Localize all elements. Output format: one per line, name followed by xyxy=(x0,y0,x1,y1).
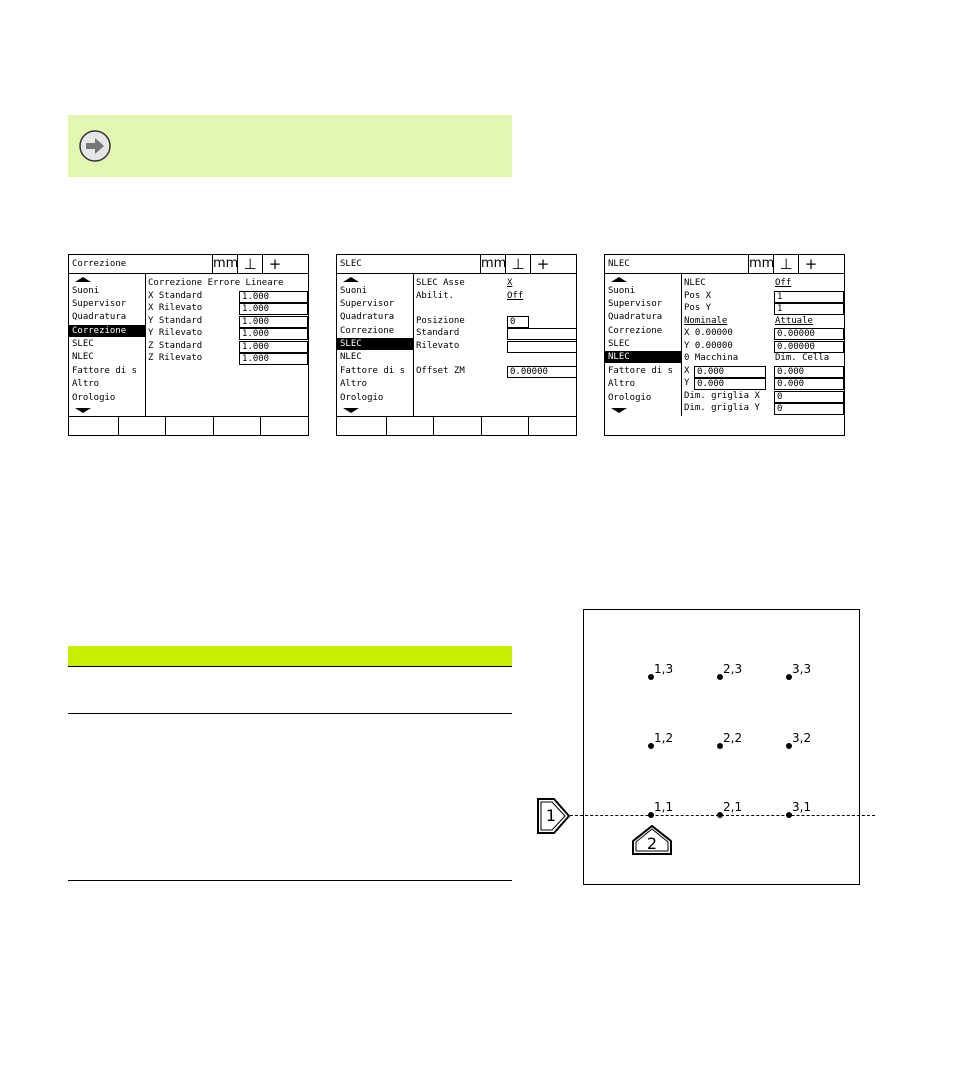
field-label: Pos X xyxy=(684,291,712,301)
softkey[interactable] xyxy=(165,417,166,435)
nominal-header: Nominale xyxy=(684,316,728,326)
menu-item[interactable]: Supervisor xyxy=(608,299,663,309)
menu-item-selected[interactable]: Correzione xyxy=(69,325,145,337)
menu-item[interactable]: Fattore di s xyxy=(608,366,674,376)
datum-icon[interactable]: ⊥ xyxy=(505,255,530,273)
unit-button[interactable]: mm xyxy=(481,256,507,271)
softkey-bar xyxy=(337,416,576,435)
menu-item[interactable]: Supervisor xyxy=(72,299,127,309)
plus-icon[interactable]: + xyxy=(530,255,555,273)
menu-item[interactable]: Fattore di s xyxy=(72,366,138,376)
softkey[interactable] xyxy=(481,417,482,435)
field-label: Z Rilevato xyxy=(148,353,203,363)
cell-size-y-field[interactable]: 0.000 xyxy=(774,378,844,390)
unit-button[interactable]: mm xyxy=(749,256,775,271)
z-standard-field[interactable]: 1.000 xyxy=(239,341,308,353)
menu-item[interactable]: Orologio xyxy=(608,393,652,403)
nominal-x: X 0.00000 xyxy=(684,328,733,338)
menu-item[interactable]: NLEC xyxy=(340,352,362,362)
machine-zero-y-field[interactable]: 0.000 xyxy=(694,378,766,390)
grid-point-label: 3,1 xyxy=(792,800,812,814)
screen-title: SLEC xyxy=(340,259,362,269)
menu-item[interactable]: Supervisor xyxy=(340,299,395,309)
softkey[interactable] xyxy=(528,417,529,435)
grid-point-label: 2,1 xyxy=(723,800,743,814)
menu-item-selected[interactable]: SLEC xyxy=(337,338,413,350)
actual-header: Attuale xyxy=(775,316,813,326)
menu-item[interactable]: Altro xyxy=(608,379,636,389)
field-label: X Standard xyxy=(148,291,203,301)
menu-item[interactable]: Altro xyxy=(72,379,100,389)
note-box xyxy=(68,115,512,177)
field-label: Pos Y xyxy=(684,303,712,313)
unit-button[interactable]: mm xyxy=(213,256,239,271)
divider xyxy=(68,880,512,881)
grid-point-label: 2,2 xyxy=(723,731,743,745)
slec-enable-value[interactable]: Off xyxy=(507,291,524,301)
softkey-bar xyxy=(69,416,308,435)
field-label: Dim. griglia Y xyxy=(684,403,760,413)
y-standard-field[interactable]: 1.000 xyxy=(239,316,308,328)
setup-menu xyxy=(69,274,146,416)
grid-point-label: 2,3 xyxy=(723,662,743,676)
divider xyxy=(68,713,512,714)
cell-size-header: Dim. Cella xyxy=(775,353,830,363)
nlec-enable-value[interactable]: Off xyxy=(775,278,792,288)
scroll-up-icon[interactable] xyxy=(75,277,91,282)
machine-zero-x-field[interactable]: 0.000 xyxy=(694,366,766,378)
field-label: X Rilevato xyxy=(148,303,203,313)
menu-item[interactable]: Suoni xyxy=(340,286,368,296)
field-label: Y Rilevato xyxy=(148,328,203,338)
field-label: SLEC Asse xyxy=(416,278,465,288)
pos-y-field[interactable]: 1 xyxy=(774,303,844,315)
screen-nlec xyxy=(604,254,845,436)
setup-menu xyxy=(605,274,682,416)
pos-x-field[interactable]: 1 xyxy=(774,291,844,303)
datum-icon[interactable]: ⊥ xyxy=(773,255,798,273)
menu-item[interactable]: SLEC xyxy=(72,339,94,349)
position-field[interactable]: 0 xyxy=(507,316,529,328)
field-label: NLEC xyxy=(684,278,706,288)
field-label: Posizione xyxy=(416,316,465,326)
softkey[interactable] xyxy=(433,417,434,435)
softkey[interactable] xyxy=(213,417,214,435)
screen-title-bar xyxy=(337,255,576,274)
scroll-down-icon[interactable] xyxy=(611,408,627,413)
actual-y-field[interactable]: 0.00000 xyxy=(774,341,844,353)
menu-item[interactable]: Quadratura xyxy=(608,312,663,322)
field-label: X xyxy=(684,366,690,376)
field-label: Z Standard xyxy=(148,341,203,351)
scroll-down-icon[interactable] xyxy=(343,408,359,413)
plus-icon[interactable]: + xyxy=(798,255,823,273)
field-label: Offset ZM xyxy=(416,366,465,376)
field-label: Y xyxy=(684,378,690,388)
plus-icon[interactable]: + xyxy=(262,255,287,273)
machine-zero-header: 0 Macchina xyxy=(684,353,739,363)
screen-title: NLEC xyxy=(608,259,630,269)
screen-title-bar xyxy=(69,255,308,274)
z-rilevato-field[interactable]: 1.000 xyxy=(239,353,308,365)
grid-point-label: 3,3 xyxy=(792,662,812,676)
grid-point-label: 1,3 xyxy=(654,662,674,676)
callout-2-label: 2 xyxy=(646,834,658,853)
standard-field[interactable] xyxy=(507,328,577,340)
field-label: Y Standard xyxy=(148,316,203,326)
section-heading: Correzione Errore Lineare xyxy=(148,278,284,288)
screen-title-bar xyxy=(605,255,844,274)
slec-axis-value[interactable]: X xyxy=(507,278,513,288)
menu-item[interactable]: Suoni xyxy=(72,286,100,296)
field-label: Standard xyxy=(416,328,460,338)
info-table xyxy=(68,646,512,667)
nominal-y: Y 0.00000 xyxy=(684,341,733,351)
cell-size-x-field[interactable]: 0.000 xyxy=(774,366,844,378)
menu-item[interactable]: Orologio xyxy=(340,393,384,403)
screen-title: Correzione xyxy=(72,259,127,269)
scroll-down-icon[interactable] xyxy=(75,408,91,413)
y-rilevato-field[interactable]: 1.000 xyxy=(239,328,308,340)
scroll-up-icon[interactable] xyxy=(611,277,627,282)
menu-item[interactable]: Orologio xyxy=(72,393,116,403)
screen-slec xyxy=(336,254,577,436)
grid-size-x-field[interactable]: 0 xyxy=(774,391,844,403)
softkey[interactable] xyxy=(260,417,261,435)
grid-size-y-field[interactable]: 0 xyxy=(774,403,844,415)
grid-point-label: 3,2 xyxy=(792,731,812,745)
softkey[interactable] xyxy=(118,417,119,435)
table-header xyxy=(68,646,512,667)
setup-menu xyxy=(337,274,414,416)
menu-item-selected[interactable]: NLEC xyxy=(605,351,681,363)
actual-x-field[interactable]: 0.00000 xyxy=(774,328,844,340)
grid-point-label: 1,1 xyxy=(654,800,674,814)
x-standard-field[interactable]: 1.000 xyxy=(239,291,308,303)
menu-item[interactable]: Altro xyxy=(340,379,368,389)
rilevato-field[interactable] xyxy=(507,341,577,353)
scroll-up-icon[interactable] xyxy=(343,277,359,282)
softkey[interactable] xyxy=(386,417,387,435)
offset-zm-field[interactable]: 0.00000 xyxy=(507,366,577,378)
menu-item[interactable]: Quadratura xyxy=(340,312,395,322)
x-rilevato-field[interactable]: 1.000 xyxy=(239,303,308,315)
nlec-grid-diagram xyxy=(583,609,860,885)
arrow-right-icon xyxy=(79,130,111,162)
field-label: Abilit. xyxy=(416,291,454,301)
datum-icon[interactable]: ⊥ xyxy=(237,255,262,273)
menu-item[interactable]: Fattore di s xyxy=(340,366,406,376)
menu-item[interactable]: Correzione xyxy=(608,326,663,336)
callout-1-label: 1 xyxy=(545,806,557,825)
field-label: Rilevato xyxy=(416,341,460,351)
menu-item[interactable]: Correzione xyxy=(340,326,395,336)
menu-item[interactable]: SLEC xyxy=(608,339,630,349)
menu-item[interactable]: Quadratura xyxy=(72,312,127,322)
menu-item[interactable]: NLEC xyxy=(72,352,94,362)
menu-item[interactable]: Suoni xyxy=(608,286,636,296)
screen-correzione xyxy=(68,254,309,436)
grid-point-label: 1,2 xyxy=(654,731,674,745)
reference-axis-line xyxy=(570,815,875,816)
field-label: Dim. griglia X xyxy=(684,391,760,401)
